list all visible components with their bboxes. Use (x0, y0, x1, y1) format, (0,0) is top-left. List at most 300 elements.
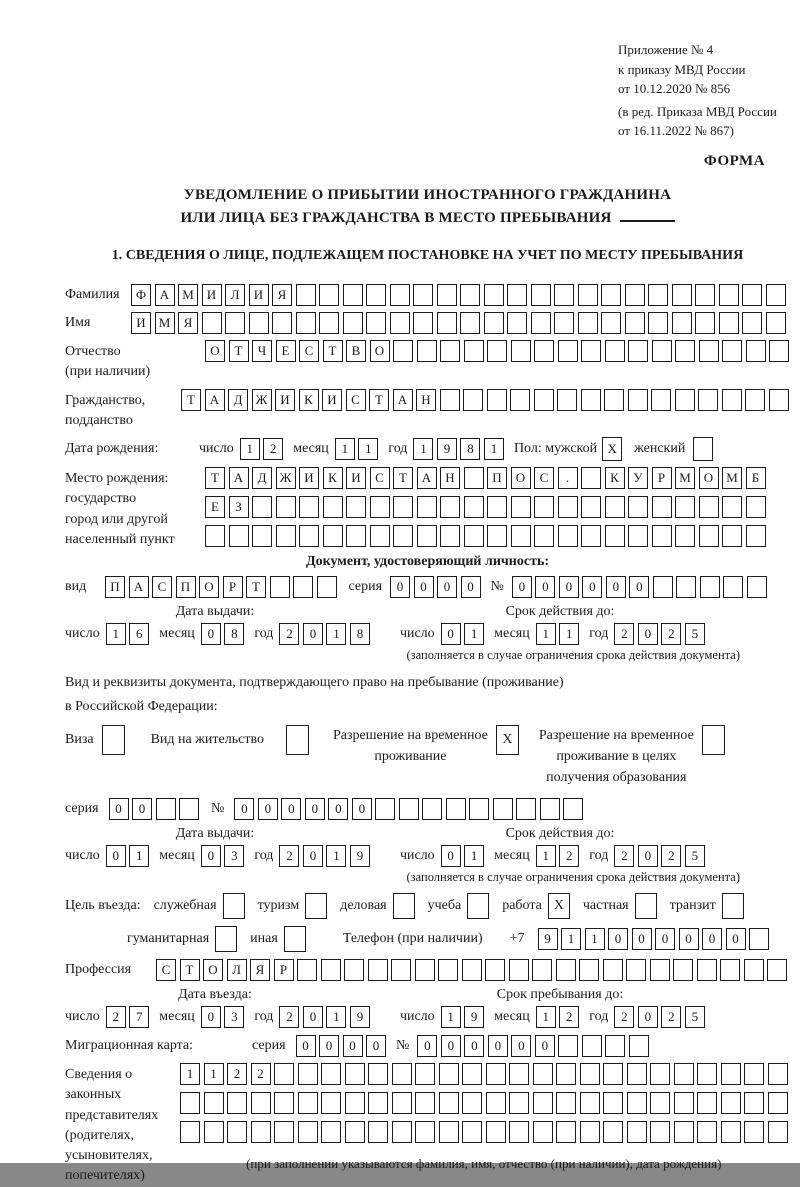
form-cell[interactable] (272, 312, 292, 334)
form-cell[interactable]: 0 (106, 845, 126, 867)
form-cell[interactable]: 0 (632, 928, 652, 950)
form-cell[interactable] (390, 312, 410, 334)
form-cell[interactable] (556, 1092, 576, 1114)
form-cell[interactable] (413, 284, 433, 306)
form-cell[interactable]: 0 (201, 845, 221, 867)
form-cell[interactable] (533, 1121, 553, 1143)
form-cell[interactable] (319, 312, 339, 334)
form-cell[interactable] (601, 284, 621, 306)
form-cell[interactable] (509, 1121, 529, 1143)
form-cell[interactable]: 2 (661, 1006, 681, 1028)
purpose-work-checkbox[interactable]: X (548, 893, 570, 919)
form-cell[interactable] (766, 312, 786, 334)
form-cell[interactable] (509, 959, 529, 981)
form-cell[interactable]: 1 (335, 438, 355, 460)
form-cell[interactable] (579, 959, 599, 981)
form-cell[interactable] (605, 525, 625, 547)
form-cell[interactable] (605, 496, 625, 518)
form-cell[interactable] (581, 496, 601, 518)
form-cell[interactable] (628, 389, 648, 411)
form-cell[interactable] (225, 312, 245, 334)
form-cell[interactable] (605, 340, 625, 362)
form-cell[interactable] (721, 1121, 741, 1143)
form-cell[interactable] (415, 1092, 435, 1114)
form-cell[interactable] (399, 798, 419, 820)
form-cell[interactable] (368, 959, 388, 981)
form-cell[interactable]: Т (393, 467, 413, 489)
form-cell[interactable] (534, 389, 554, 411)
form-cell[interactable]: 0 (366, 1035, 386, 1057)
form-cell[interactable] (534, 496, 554, 518)
form-cell[interactable]: И (299, 467, 319, 489)
form-cell[interactable]: 2 (614, 623, 634, 645)
form-cell[interactable] (463, 389, 483, 411)
form-cell[interactable] (766, 284, 786, 306)
form-cell[interactable]: Ж (252, 389, 272, 411)
form-cell[interactable] (180, 1092, 200, 1114)
form-cell[interactable]: 1 (106, 623, 126, 645)
form-cell[interactable]: 0 (441, 1035, 461, 1057)
form-cell[interactable]: 0 (629, 576, 649, 598)
form-cell[interactable] (697, 1063, 717, 1085)
form-cell[interactable]: Р (223, 576, 243, 598)
form-cell[interactable] (345, 1121, 365, 1143)
form-cell[interactable]: Т (229, 340, 249, 362)
form-cell[interactable]: С (534, 467, 554, 489)
form-cell[interactable] (343, 312, 363, 334)
form-cell[interactable] (534, 340, 554, 362)
form-cell[interactable]: Я (178, 312, 198, 334)
form-cell[interactable]: 5 (685, 623, 705, 645)
form-cell[interactable] (697, 1121, 717, 1143)
form-cell[interactable]: 0 (606, 576, 626, 598)
form-cell[interactable] (366, 284, 386, 306)
form-cell[interactable] (487, 340, 507, 362)
form-cell[interactable]: 0 (303, 623, 323, 645)
form-cell[interactable] (744, 1092, 764, 1114)
form-cell[interactable] (370, 496, 390, 518)
form-cell[interactable] (650, 1063, 670, 1085)
form-cell[interactable] (446, 798, 466, 820)
form-cell[interactable] (699, 525, 719, 547)
form-cell[interactable] (531, 312, 551, 334)
form-cell[interactable] (321, 1092, 341, 1114)
form-cell[interactable] (439, 1092, 459, 1114)
form-cell[interactable] (346, 496, 366, 518)
form-cell[interactable]: 0 (702, 928, 722, 950)
form-cell[interactable] (202, 312, 222, 334)
form-cell[interactable] (721, 1092, 741, 1114)
form-cell[interactable] (276, 496, 296, 518)
form-cell[interactable]: С (156, 959, 176, 981)
purpose-tourism-checkbox[interactable] (305, 893, 327, 919)
form-cell[interactable] (627, 1092, 647, 1114)
form-cell[interactable]: Д (228, 389, 248, 411)
form-cell[interactable]: Б (746, 467, 766, 489)
form-cell[interactable]: Ж (276, 467, 296, 489)
form-cell[interactable]: Е (205, 496, 225, 518)
form-cell[interactable] (628, 340, 648, 362)
form-cell[interactable] (511, 340, 531, 362)
form-cell[interactable] (345, 1092, 365, 1114)
form-cell[interactable] (603, 1092, 623, 1114)
form-cell[interactable] (252, 496, 272, 518)
form-cell[interactable] (296, 284, 316, 306)
form-cell[interactable] (580, 1063, 600, 1085)
form-cell[interactable] (650, 1092, 670, 1114)
form-cell[interactable] (722, 389, 742, 411)
form-cell[interactable] (227, 1092, 247, 1114)
form-cell[interactable]: 0 (608, 928, 628, 950)
form-cell[interactable]: 1 (180, 1063, 200, 1085)
form-cell[interactable] (533, 1063, 553, 1085)
form-cell[interactable] (581, 340, 601, 362)
form-cell[interactable] (581, 389, 601, 411)
form-cell[interactable]: 0 (281, 798, 301, 820)
form-cell[interactable] (675, 525, 695, 547)
form-cell[interactable]: 0 (303, 845, 323, 867)
form-cell[interactable] (580, 1121, 600, 1143)
form-cell[interactable] (205, 525, 225, 547)
form-cell[interactable] (744, 1121, 764, 1143)
form-cell[interactable]: 0 (390, 576, 410, 598)
form-cell[interactable] (628, 525, 648, 547)
form-cell[interactable]: Л (225, 284, 245, 306)
form-cell[interactable] (251, 1092, 271, 1114)
form-cell[interactable]: С (370, 467, 390, 489)
form-cell[interactable]: И (131, 312, 151, 334)
form-cell[interactable] (674, 1121, 694, 1143)
form-cell[interactable] (368, 1063, 388, 1085)
purpose-official-checkbox[interactable] (223, 893, 245, 919)
form-cell[interactable] (557, 389, 577, 411)
form-cell[interactable]: 0 (328, 798, 348, 820)
form-cell[interactable]: Т (323, 340, 343, 362)
form-cell[interactable]: 2 (227, 1063, 247, 1085)
form-cell[interactable]: И (346, 467, 366, 489)
form-cell[interactable] (274, 1092, 294, 1114)
form-cell[interactable] (462, 1121, 482, 1143)
form-cell[interactable] (439, 1121, 459, 1143)
form-cell[interactable]: П (176, 576, 196, 598)
form-cell[interactable]: 0 (417, 1035, 437, 1057)
form-cell[interactable]: А (229, 467, 249, 489)
form-cell[interactable]: 1 (464, 623, 484, 645)
form-cell[interactable] (486, 1092, 506, 1114)
form-cell[interactable]: 1 (561, 928, 581, 950)
sex-male-checkbox[interactable]: X (602, 437, 622, 461)
form-cell[interactable] (464, 525, 484, 547)
form-cell[interactable] (768, 1063, 788, 1085)
form-cell[interactable] (556, 1121, 576, 1143)
form-cell[interactable] (540, 798, 560, 820)
form-cell[interactable]: Е (276, 340, 296, 362)
form-cell[interactable] (605, 1035, 625, 1057)
form-cell[interactable]: С (152, 576, 172, 598)
form-cell[interactable] (674, 1063, 694, 1085)
form-cell[interactable] (746, 340, 766, 362)
form-cell[interactable]: 0 (319, 1035, 339, 1057)
form-cell[interactable]: 1 (536, 623, 556, 645)
form-cell[interactable] (699, 340, 719, 362)
form-cell[interactable] (375, 798, 395, 820)
form-cell[interactable] (580, 1092, 600, 1114)
form-cell[interactable] (558, 340, 578, 362)
form-cell[interactable] (484, 284, 504, 306)
form-cell[interactable] (227, 1121, 247, 1143)
form-cell[interactable]: Т (181, 389, 201, 411)
form-cell[interactable] (298, 1063, 318, 1085)
purpose-study-checkbox[interactable] (467, 893, 489, 919)
form-cell[interactable] (719, 284, 739, 306)
form-cell[interactable] (581, 525, 601, 547)
form-cell[interactable] (745, 389, 765, 411)
form-cell[interactable] (749, 928, 769, 950)
form-cell[interactable]: К (605, 467, 625, 489)
form-cell[interactable] (648, 284, 668, 306)
form-cell[interactable] (768, 1121, 788, 1143)
form-cell[interactable]: У (628, 467, 648, 489)
form-cell[interactable]: 0 (109, 798, 129, 820)
form-cell[interactable] (370, 525, 390, 547)
purpose-private-checkbox[interactable] (635, 893, 657, 919)
form-cell[interactable]: Ф (131, 284, 151, 306)
form-cell[interactable]: 2 (279, 1006, 299, 1028)
form-cell[interactable] (534, 525, 554, 547)
form-cell[interactable] (581, 467, 601, 489)
form-cell[interactable]: 0 (234, 798, 254, 820)
form-cell[interactable]: Л (227, 959, 247, 981)
form-cell[interactable]: В (346, 340, 366, 362)
form-cell[interactable] (486, 1121, 506, 1143)
form-cell[interactable] (487, 496, 507, 518)
form-cell[interactable] (319, 284, 339, 306)
form-cell[interactable] (415, 959, 435, 981)
form-cell[interactable] (509, 1092, 529, 1114)
form-cell[interactable] (767, 959, 787, 981)
form-cell[interactable]: 2 (559, 1006, 579, 1028)
form-cell[interactable] (722, 525, 742, 547)
form-cell[interactable] (299, 525, 319, 547)
form-cell[interactable]: С (299, 340, 319, 362)
form-cell[interactable]: 0 (464, 1035, 484, 1057)
form-cell[interactable]: Т (205, 467, 225, 489)
purpose-humanitarian-checkbox[interactable] (215, 926, 237, 952)
form-cell[interactable] (744, 1063, 764, 1085)
form-cell[interactable] (722, 496, 742, 518)
form-cell[interactable] (558, 525, 578, 547)
form-cell[interactable]: 9 (437, 438, 457, 460)
form-cell[interactable] (769, 340, 789, 362)
form-cell[interactable] (558, 496, 578, 518)
form-cell[interactable] (699, 496, 719, 518)
form-cell[interactable] (415, 1121, 435, 1143)
form-cell[interactable]: 3 (224, 845, 244, 867)
form-cell[interactable]: 8 (460, 438, 480, 460)
purpose-other-checkbox[interactable] (284, 926, 306, 952)
form-cell[interactable] (344, 959, 364, 981)
form-cell[interactable] (531, 284, 551, 306)
form-cell[interactable] (556, 1063, 576, 1085)
form-cell[interactable] (368, 1092, 388, 1114)
form-cell[interactable]: 0 (441, 623, 461, 645)
form-cell[interactable] (343, 284, 363, 306)
form-cell[interactable] (464, 340, 484, 362)
form-cell[interactable]: 2 (263, 438, 283, 460)
form-cell[interactable] (393, 496, 413, 518)
form-cell[interactable] (509, 1063, 529, 1085)
form-cell[interactable]: П (487, 467, 507, 489)
form-cell[interactable]: 2 (614, 1006, 634, 1028)
form-cell[interactable] (464, 496, 484, 518)
form-cell[interactable]: 1 (441, 1006, 461, 1028)
form-cell[interactable] (627, 1121, 647, 1143)
form-cell[interactable] (321, 1063, 341, 1085)
form-cell[interactable] (695, 284, 715, 306)
form-cell[interactable]: 2 (279, 623, 299, 645)
form-cell[interactable]: И (322, 389, 342, 411)
form-cell[interactable] (672, 284, 692, 306)
form-cell[interactable]: Р (274, 959, 294, 981)
form-cell[interactable] (604, 389, 624, 411)
form-cell[interactable]: 0 (582, 576, 602, 598)
temp-residence-checkbox[interactable]: X (496, 725, 519, 755)
form-cell[interactable] (720, 959, 740, 981)
form-cell[interactable]: О (203, 959, 223, 981)
form-cell[interactable] (676, 576, 696, 598)
form-cell[interactable] (625, 312, 645, 334)
form-cell[interactable]: Я (250, 959, 270, 981)
form-cell[interactable] (229, 525, 249, 547)
form-cell[interactable]: 0 (303, 1006, 323, 1028)
form-cell[interactable] (675, 389, 695, 411)
form-cell[interactable] (578, 312, 598, 334)
form-cell[interactable]: 5 (685, 1006, 705, 1028)
form-cell[interactable]: 0 (512, 576, 532, 598)
form-cell[interactable] (204, 1121, 224, 1143)
form-cell[interactable]: 9 (464, 1006, 484, 1028)
form-cell[interactable]: 0 (655, 928, 675, 950)
form-cell[interactable] (719, 312, 739, 334)
form-cell[interactable] (601, 312, 621, 334)
form-cell[interactable] (511, 525, 531, 547)
form-cell[interactable]: 2 (661, 623, 681, 645)
form-cell[interactable] (578, 284, 598, 306)
form-cell[interactable] (558, 1035, 578, 1057)
form-cell[interactable] (485, 959, 505, 981)
form-cell[interactable] (415, 1063, 435, 1085)
form-cell[interactable]: С (346, 389, 366, 411)
form-cell[interactable]: Т (369, 389, 389, 411)
form-cell[interactable]: 0 (201, 1006, 221, 1028)
form-cell[interactable]: О (370, 340, 390, 362)
form-cell[interactable]: А (205, 389, 225, 411)
form-cell[interactable] (582, 1035, 602, 1057)
form-cell[interactable]: З (229, 496, 249, 518)
form-cell[interactable] (603, 1063, 623, 1085)
form-cell[interactable] (650, 1121, 670, 1143)
form-cell[interactable] (742, 312, 762, 334)
form-cell[interactable]: 0 (132, 798, 152, 820)
form-cell[interactable] (299, 496, 319, 518)
form-cell[interactable] (722, 340, 742, 362)
form-cell[interactable]: 7 (129, 1006, 149, 1028)
form-cell[interactable]: 0 (535, 1035, 555, 1057)
form-cell[interactable] (437, 312, 457, 334)
form-cell[interactable] (440, 525, 460, 547)
form-cell[interactable] (744, 959, 764, 981)
form-cell[interactable] (460, 312, 480, 334)
form-cell[interactable] (723, 576, 743, 598)
form-cell[interactable] (603, 1121, 623, 1143)
form-cell[interactable]: 9 (350, 1006, 370, 1028)
form-cell[interactable] (768, 1092, 788, 1114)
purpose-business-checkbox[interactable] (393, 893, 415, 919)
form-cell[interactable] (625, 284, 645, 306)
form-cell[interactable] (462, 959, 482, 981)
form-cell[interactable]: 2 (279, 845, 299, 867)
form-cell[interactable] (511, 496, 531, 518)
form-cell[interactable] (321, 1121, 341, 1143)
form-cell[interactable]: А (129, 576, 149, 598)
form-cell[interactable]: 0 (638, 1006, 658, 1028)
form-cell[interactable] (366, 312, 386, 334)
form-cell[interactable] (393, 525, 413, 547)
form-cell[interactable] (516, 798, 536, 820)
form-cell[interactable] (417, 496, 437, 518)
form-cell[interactable] (251, 1121, 271, 1143)
form-cell[interactable]: М (675, 467, 695, 489)
form-cell[interactable] (417, 340, 437, 362)
form-cell[interactable]: И (249, 284, 269, 306)
form-cell[interactable] (697, 1092, 717, 1114)
form-cell[interactable]: 1 (326, 1006, 346, 1028)
form-cell[interactable]: 2 (614, 845, 634, 867)
form-cell[interactable]: 1 (240, 438, 260, 460)
form-cell[interactable] (274, 1063, 294, 1085)
form-cell[interactable] (439, 1063, 459, 1085)
form-cell[interactable] (274, 1121, 294, 1143)
form-cell[interactable] (746, 525, 766, 547)
form-cell[interactable]: 1 (484, 438, 504, 460)
form-cell[interactable] (252, 525, 272, 547)
form-cell[interactable]: О (511, 467, 531, 489)
form-cell[interactable]: 0 (201, 623, 221, 645)
form-cell[interactable] (486, 1063, 506, 1085)
edu-residence-checkbox[interactable] (702, 725, 725, 755)
form-cell[interactable]: 1 (326, 845, 346, 867)
form-cell[interactable] (721, 1063, 741, 1085)
form-cell[interactable] (507, 312, 527, 334)
form-cell[interactable]: 2 (661, 845, 681, 867)
form-cell[interactable] (563, 798, 583, 820)
form-cell[interactable] (554, 312, 574, 334)
form-cell[interactable] (469, 798, 489, 820)
form-cell[interactable]: 1 (536, 1006, 556, 1028)
form-cell[interactable]: 0 (305, 798, 325, 820)
form-cell[interactable] (462, 1063, 482, 1085)
form-cell[interactable]: Ч (252, 340, 272, 362)
form-cell[interactable] (674, 1092, 694, 1114)
form-cell[interactable] (673, 959, 693, 981)
form-cell[interactable]: 1 (464, 845, 484, 867)
form-cell[interactable]: 0 (726, 928, 746, 950)
form-cell[interactable]: М (155, 312, 175, 334)
form-cell[interactable] (392, 1092, 412, 1114)
form-cell[interactable]: А (417, 467, 437, 489)
form-cell[interactable] (742, 284, 762, 306)
visa-checkbox[interactable] (102, 725, 125, 755)
